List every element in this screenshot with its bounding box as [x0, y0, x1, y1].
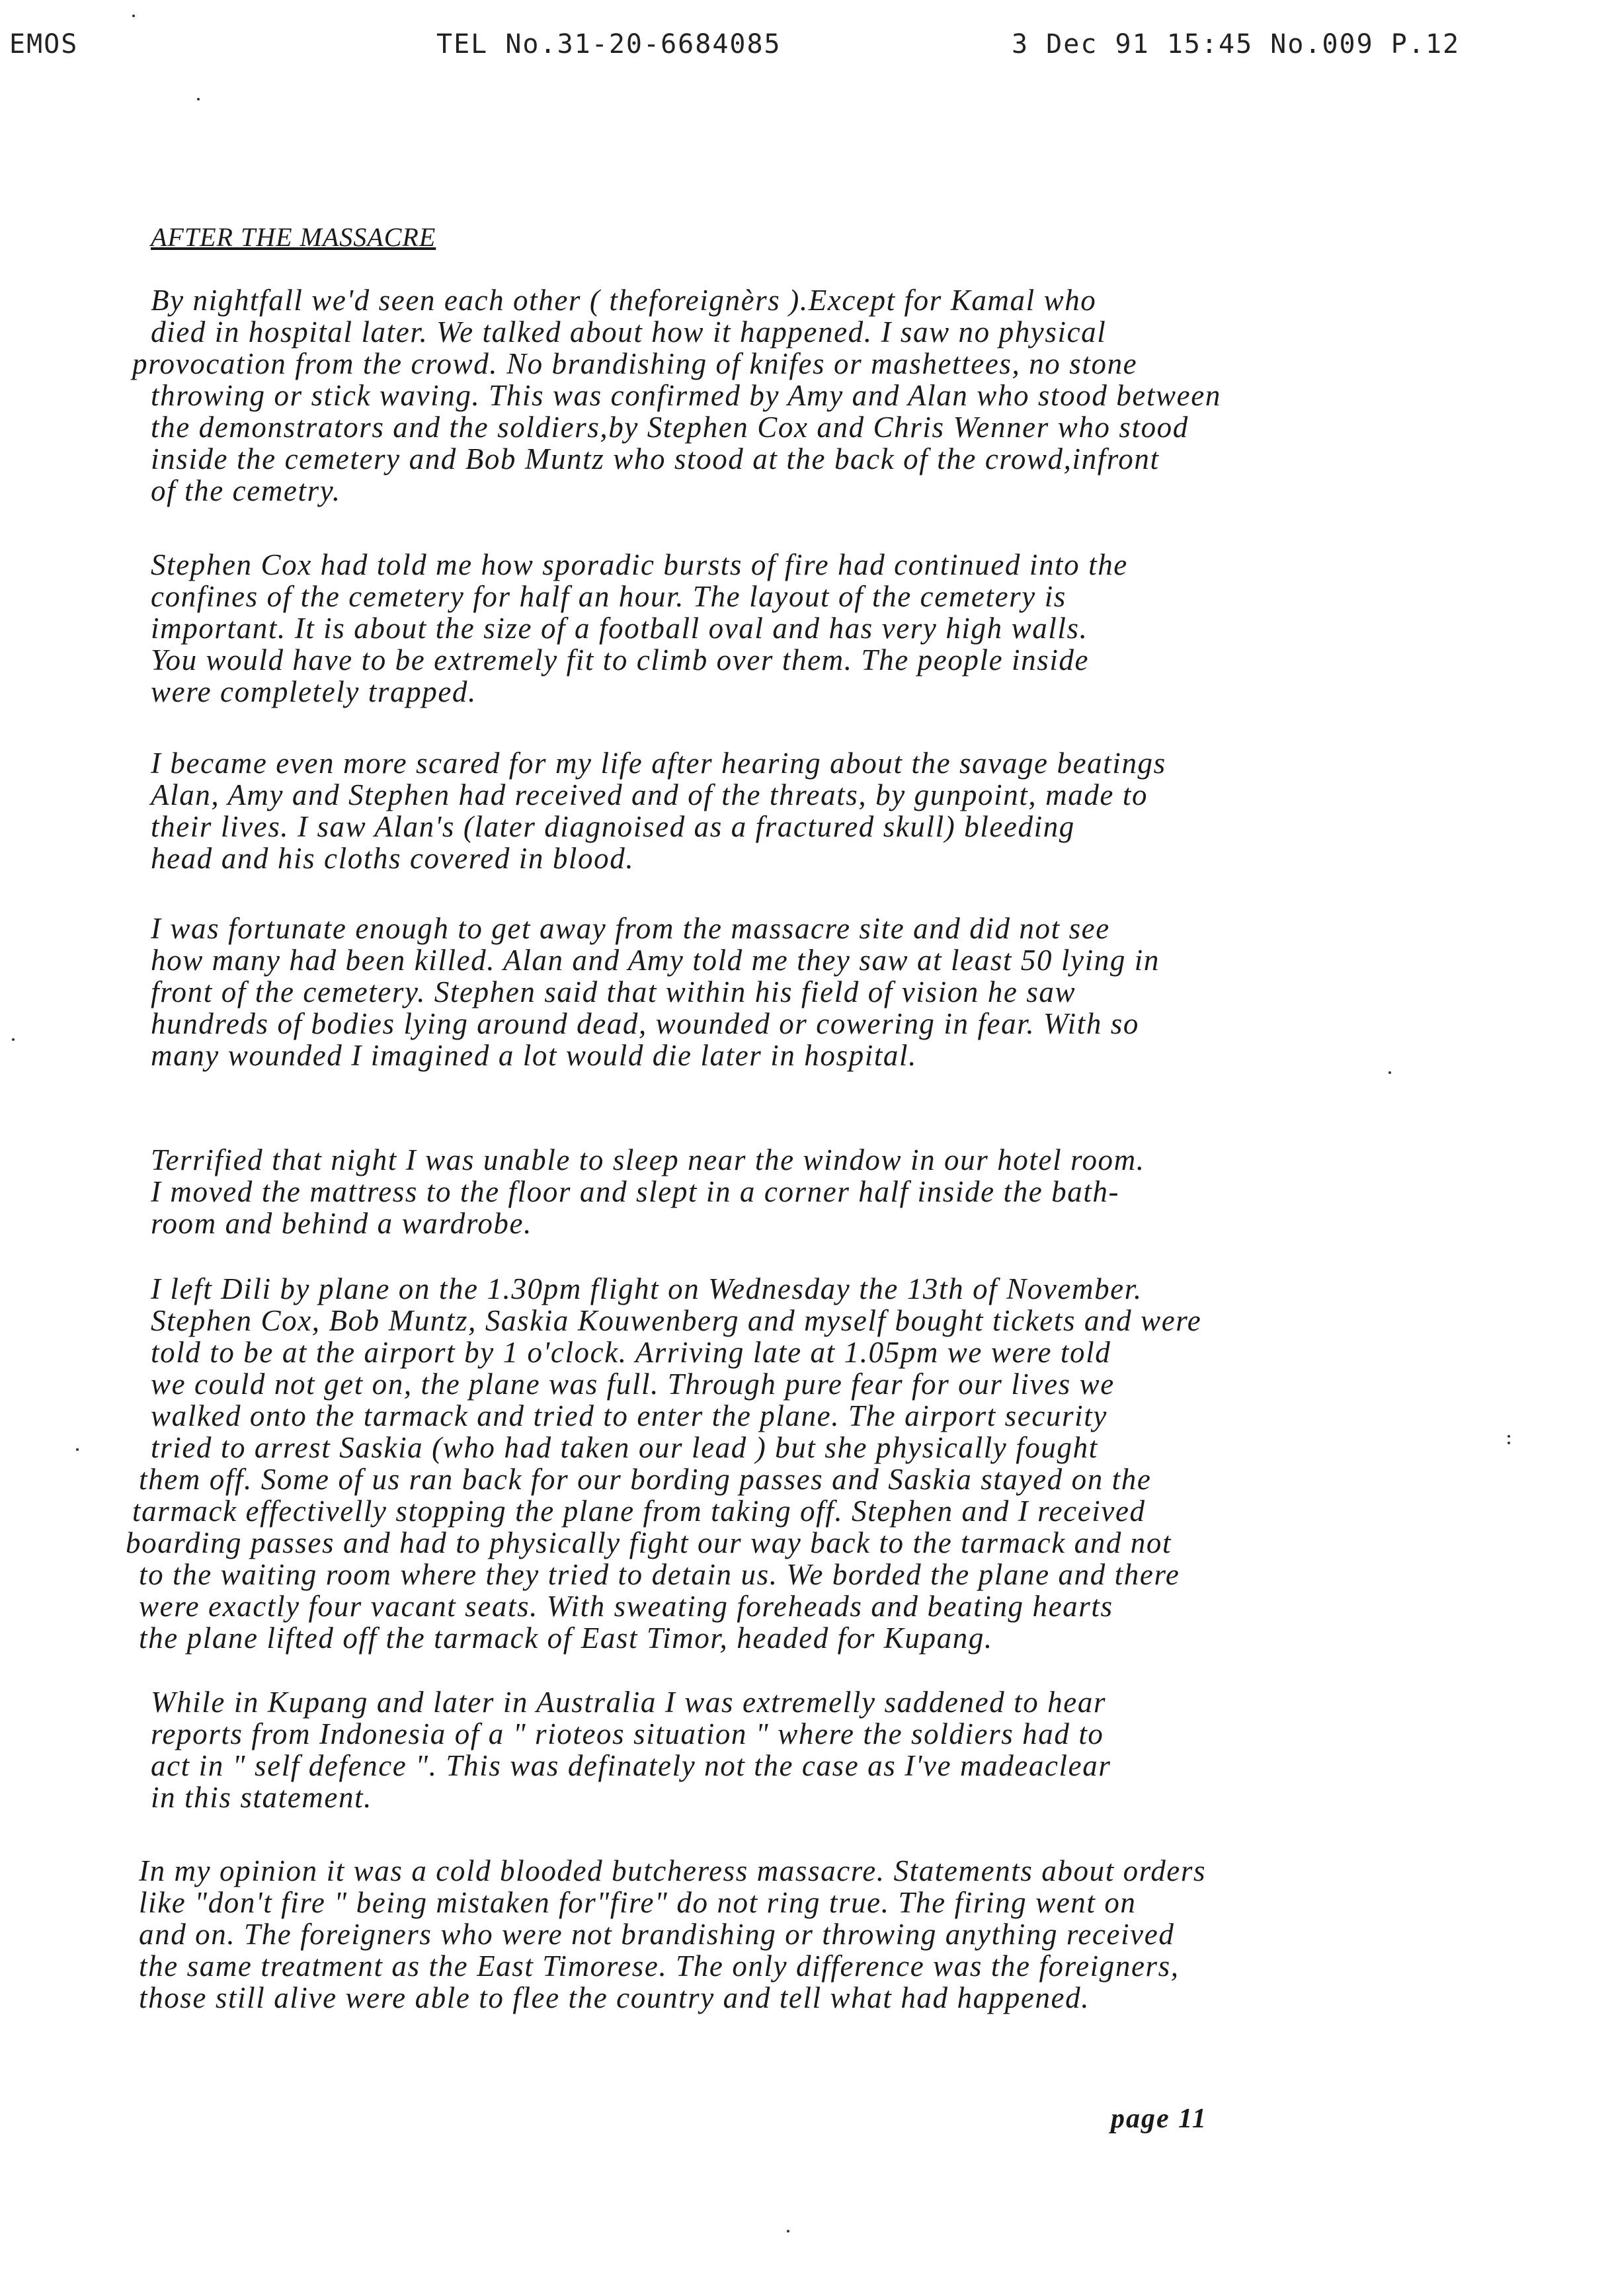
paragraph-2: [126, 549, 1501, 708]
paragraph-line: and on. The foreigners who were not brandishing or throwing anything received: [139, 1918, 1175, 1951]
paragraph-line: Stephen Cox, Bob Muntz, Saskia Kouwenberg and myself bought tickets and were: [151, 1304, 1202, 1337]
paragraph-line: inside the cemetery and Bob Muntz who stood at the back of the crowd,infront: [151, 442, 1160, 475]
fax-transmission-header: [0, 29, 1608, 69]
paragraph-line: throwing or stick waving. This was confirmed by Amy and Alan who stood between: [151, 379, 1221, 412]
paragraph-5: [126, 1144, 1501, 1239]
paragraph-line: died in hospital later. We talked about how it happened. I saw no physical: [151, 315, 1107, 348]
scan-speck: [197, 98, 200, 101]
paragraph-line: those still alive were able to flee the country and tell what had happened.: [139, 1981, 1090, 2014]
paragraph-line: I was fortunate enough to get away from the massacre site and did not see: [151, 912, 1110, 945]
paragraph-6: [126, 1273, 1501, 1654]
fax-date-time-page: 3 Dec 91 15:45 No.009 P.12: [1012, 29, 1461, 60]
fax-telephone-number: TEL No.31-20-6684085: [436, 29, 782, 60]
paragraph-line: provocation from the crowd. No brandishing of knifes or mashettees, no stone: [132, 347, 1138, 380]
paragraph-line: like "don't fire " being mistaken for"fire" do not ring true. The firing went on: [139, 1886, 1137, 1919]
paragraph-line: the same treatment as the East Timorese. The only difference was the foreigners,: [139, 1949, 1180, 1983]
paragraph-line: tarmack effectivelly stopping the plane from taking off. Stephen and I received: [132, 1495, 1146, 1528]
paragraph-line: the demonstrators and the soldiers,by Stephen Cox and Chris Wenner who stood: [151, 411, 1189, 444]
paragraph-line: boarding passes and had to physically fight our way back to the tarmack and not: [126, 1526, 1172, 1559]
scan-speck: [1508, 1442, 1510, 1444]
paragraph-3: [126, 747, 1501, 874]
paragraph-4: [126, 913, 1501, 1071]
paragraph-line: While in Kupang and later in Australia I was extremelly saddened to hear: [151, 1686, 1107, 1719]
scan-speck: [12, 1038, 15, 1041]
paragraph-line: many wounded I imagined a lot would die later in hospital.: [151, 1039, 917, 1072]
paragraph-line: head and his cloths covered in blood.: [151, 842, 635, 875]
paragraph-line: tried to arrest Saskia (who had taken our lead ) but she physically fought: [151, 1431, 1098, 1464]
paragraph-line: Stephen Cox had told me how sporadic bursts of fire had continued into the: [151, 548, 1128, 581]
paragraph-8: [126, 1855, 1501, 2014]
paragraph-line: to the waiting room where they tried to detain us. We borded the plane and there: [139, 1558, 1180, 1591]
paragraph-line: told to be at the airport by 1 o'clock. Arriving late at 1.05pm we were told: [151, 1336, 1111, 1369]
scan-speck: [76, 1448, 79, 1451]
paragraph-line: were exactly four vacant seats. With sweating foreheads and beating hearts: [139, 1590, 1113, 1623]
paragraph-line: how many had been killed. Alan and Amy told me they saw at least 50 lying in: [151, 944, 1160, 977]
paragraph-line: were completely trapped.: [151, 675, 477, 708]
paragraph-7: [126, 1686, 1501, 1813]
paragraph-line: act in " self defence ". This was definately not the case as I've madeaclear: [151, 1749, 1111, 1782]
paragraph-1: [126, 284, 1501, 507]
paragraph-line: them off. Some of us ran back for our bording passes and Saskia stayed on the: [139, 1463, 1152, 1496]
fax-sender: EMOS: [9, 29, 79, 60]
paragraph-line: in this statement.: [151, 1781, 373, 1814]
paragraph-line: Alan, Amy and Stephen had received and of the threats, by gunpoint, made to: [151, 778, 1148, 811]
page-number: page 11: [1111, 2104, 1207, 2134]
paragraph-line: the plane lifted off the tarmack of East Timor, headed for Kupang.: [139, 1621, 993, 1655]
paragraph-line: I left Dili by plane on the 1.30pm flight on Wednesday the 13th of November.: [151, 1272, 1143, 1305]
paragraph-line: In my opinion it was a cold blooded butcheress massacre. Statements about orders: [139, 1854, 1207, 1887]
paragraph-line: I became even more scared for my life after hearing about the savage beatings: [151, 747, 1166, 780]
scan-speck: [1508, 1435, 1510, 1438]
paragraph-line: Terrified that night I was unable to sleep near the window in our hotel room.: [151, 1143, 1145, 1176]
document-title: AFTER THE MASSACRE: [151, 222, 436, 252]
paragraph-line: front of the cemetery. Stephen said that within his field of vision he saw: [151, 975, 1076, 1008]
paragraph-line: hundreds of bodies lying around dead, wounded or cowering in fear. With so: [151, 1007, 1140, 1040]
paragraph-line: I moved the mattress to the floor and slept in a corner half inside the bath-: [151, 1175, 1120, 1208]
paragraph-line: By nightfall we'd seen each other ( theforeignèrs ).Except for Kamal who: [151, 284, 1097, 317]
paragraph-line: important. It is about the size of a football oval and has very high walls.: [151, 612, 1088, 645]
scan-speck: [132, 15, 135, 17]
paragraph-line: of the cemetry.: [151, 474, 341, 507]
paragraph-line: reports from Indonesia of a " rioteos situation " where the soldiers had to: [151, 1717, 1104, 1750]
paragraph-line: walked onto the tarmack and tried to enter the plane. The airport security: [151, 1399, 1107, 1432]
paragraph-line: confines of the cemetery for half an hour. The layout of the cemetery is: [151, 580, 1066, 613]
scan-speck: [1388, 1071, 1391, 1074]
paragraph-line: room and behind a wardrobe.: [151, 1207, 532, 1240]
paragraph-line: their lives. I saw Alan's (later diagnoised as a fractured skull) bleeding: [151, 810, 1075, 843]
paragraph-line: we could not get on, the plane was full. Through pure fear for our lives we: [151, 1368, 1115, 1401]
paragraph-line: You would have to be extremely fit to climb over them. The people inside: [151, 643, 1090, 676]
scan-speck: [787, 2230, 789, 2233]
